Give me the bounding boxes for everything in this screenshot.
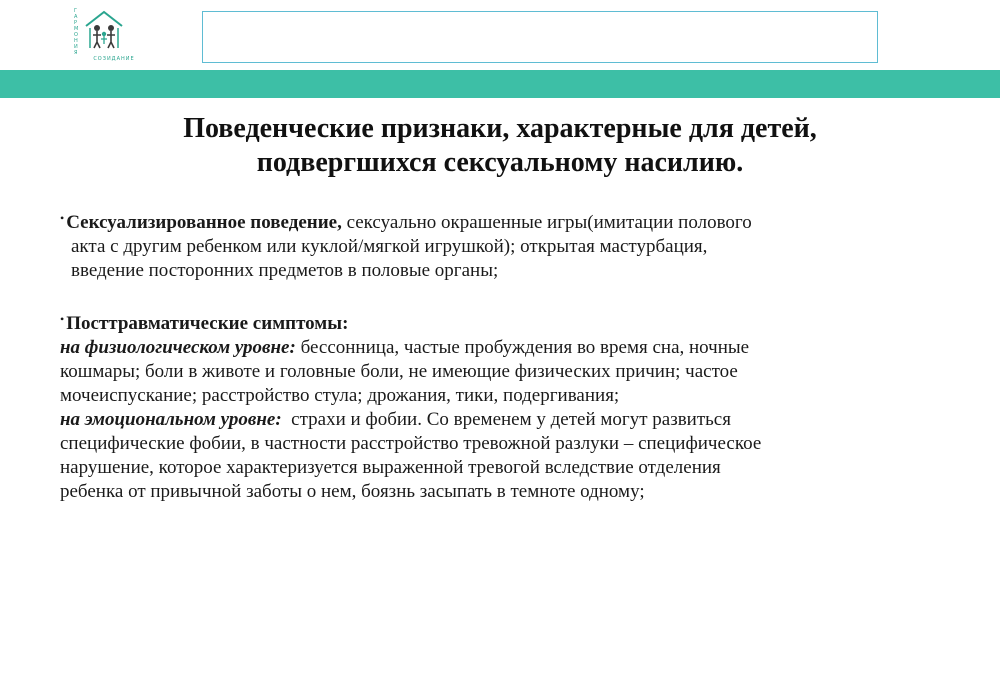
slide-body bbox=[60, 206, 940, 504]
slide-title bbox=[60, 112, 940, 180]
section1-text-line3: введение посторонних предметов в половые органы; bbox=[71, 260, 499, 281]
header-band bbox=[0, 70, 1000, 98]
header-text-box bbox=[202, 11, 878, 63]
logo-vertical-text: ГАРМОНИЯ bbox=[74, 8, 79, 56]
physio-line3: мочеиспускание; расстройство стула; дрожания, тики, подергивания; bbox=[60, 385, 620, 406]
bullet-icon: • bbox=[60, 211, 65, 225]
title-line-1: Поведенческие признаки, характерные для детей, bbox=[183, 113, 817, 144]
section1-text-line1: сексуально окрашенные игры(имитации полового bbox=[341, 212, 752, 233]
bullet-icon: • bbox=[60, 312, 65, 326]
emo-line3: нарушение, которое характеризуется выраженной тревогой вследствие отделения bbox=[60, 457, 721, 478]
logo bbox=[64, 4, 144, 66]
section-posttraumatic-symptoms bbox=[60, 307, 940, 504]
emo-label: на эмоциональном уровне: bbox=[60, 409, 282, 430]
physio-label: на физиологическом уровне: bbox=[60, 337, 296, 358]
section1-heading: Сексуализированное поведение, bbox=[66, 212, 342, 233]
physio-line2: кошмары; боли в животе и головные боли, не имеющие физических причин; частое bbox=[60, 361, 738, 382]
emo-line4: ребенка от привычной заботы о нем, боязнь засыпать в темноте одному; bbox=[60, 481, 645, 502]
emo-line1: страхи и фобии. Со временем у детей могут развиться bbox=[281, 409, 731, 430]
logo-bottom-text: СОЗИДАНИЕ bbox=[93, 56, 135, 62]
section1-text-line2: акта с другим ребенком или куклой/мягкой игрушкой); открытая мастурбация, bbox=[71, 236, 708, 257]
title-line-2: подвергшихся сексуальному насилию. bbox=[256, 147, 744, 178]
section2-heading: Посттравматические симптомы: bbox=[66, 313, 349, 334]
section-sexualized-behavior bbox=[60, 206, 940, 283]
physio-line1: бессонница, частые пробуждения во время сна, ночные bbox=[295, 337, 750, 358]
emo-line2: специфические фобии, в частности расстройство тревожной разлуки – специфическое bbox=[60, 433, 762, 454]
